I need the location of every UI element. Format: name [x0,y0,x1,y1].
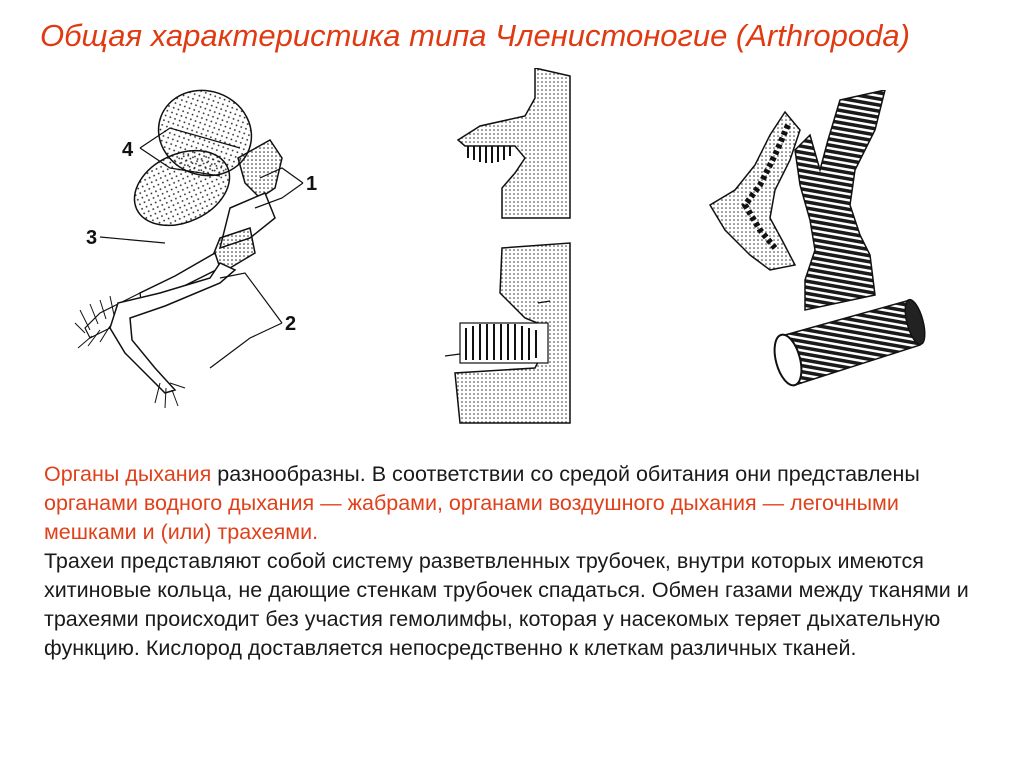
paragraph-respiratory-organs [44,460,984,547]
description-text [44,460,984,663]
paragraph-trachea: Трахеи представляют собой систему разветвленных трубочек, внутри которых имеются хитиновые кольца, не дающие стенкам трубочек спадаться. Обмен газами между тканями и трахеями происходит без участия гемолимфы, которая у насекомых теряет дыхательную функцию. Кислород доставляется непосредственно к клеткам различных тканей. [44,549,969,660]
figure-label-2: 2 [285,313,297,335]
figure-label-4: 4 [122,139,134,161]
highlight-respiratory-organs: Органы дыхания [44,462,212,486]
limb-gill-illustration [70,78,340,418]
trachea-base-tube [785,300,920,385]
lung-book-upper [458,68,570,218]
trachea-trunk [795,90,885,310]
paragraph1-text: разнообразны. В соответствии со средой обитания они представлены [211,462,920,486]
page-title: Общая характеристика типа Членистоногие (Arthropoda) [40,18,910,53]
lung-book-illustration [440,68,580,428]
figure-label-3: 3 [86,227,98,249]
trachea-illustration [700,90,930,390]
highlight-organ-types: органами водного дыхания — жабрами, органами воздушного дыхания — легочными мешками и (или) трахеями. [44,491,899,544]
figure-label-1: 1 [306,173,318,195]
